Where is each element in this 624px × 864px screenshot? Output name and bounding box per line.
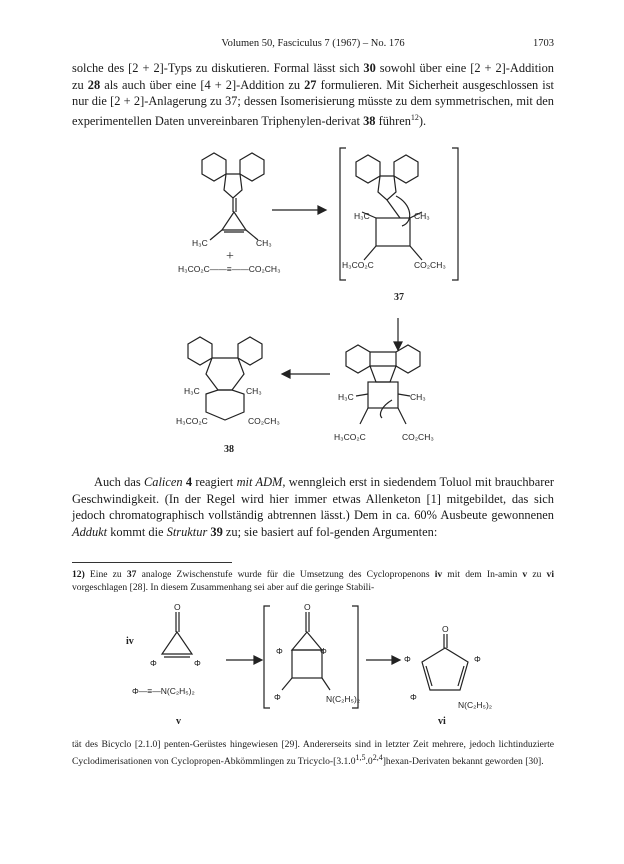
label-vi: vi: [438, 716, 446, 727]
svg-text:N(C₂H₅)₂: N(C₂H₅)₂: [326, 694, 361, 704]
svg-text:CH₃: CH₃: [246, 386, 262, 396]
svg-text:Φ: Φ: [274, 692, 281, 702]
footnote-ref[interactable]: 12: [410, 112, 419, 122]
intermediate-right: [346, 345, 420, 424]
plus-sign: +: [226, 249, 234, 264]
svg-text:Φ: Φ: [150, 658, 157, 668]
footnote-continuation: tät des Bicyclo [2.1.0] penten-Gerüstes hingewiesen [29]. Andererseits sind in letzter Zeit mehrere, jedoch lichtinduzierte Cyclodimerisationen von Cyclopropen-Abkömmlingen zu Tricyclo-[3.1.0$^{1,5}$.0$^{2,4}$]hexan-Derivaten bekannt geworden [30].: [72, 739, 554, 768]
svg-text:Φ: Φ: [410, 692, 417, 702]
fluorene-left: [202, 153, 264, 240]
ch3-label: CH₃: [256, 238, 272, 248]
h3c-label: H₃C: [192, 238, 208, 248]
svg-text:O: O: [304, 602, 311, 612]
compound-37-label: 37: [394, 292, 404, 303]
footnote-12: 12) Eine zu 37 analoge Zwischenstufe wurde für die Umsetzung des Cyclopropenons iv mit dem In-amin v zu vi vorgeschlagen [28]. In diesem Zusammenhang sei aber auf die geringe Stabili-: [72, 569, 554, 593]
compound-38-label: 38: [224, 444, 234, 455]
svg-text:H₃C: H₃C: [184, 386, 200, 396]
adm-label: H₃CO₂C——≡——CO₂CH₃: [178, 264, 281, 274]
journal-info: Volumen 50, Fasciculus 7 (1967) – No. 176: [221, 38, 405, 49]
svg-text:CO₂CH₃: CO₂CH₃: [248, 416, 280, 426]
ynamine-v: Φ—≡—N(C₂H₅)₂: [132, 686, 195, 696]
svg-text:O: O: [442, 624, 449, 634]
svg-text:N(C₂H₅)₂: N(C₂H₅)₂: [458, 700, 493, 710]
footnote-rule: [72, 562, 232, 563]
triphenylene-38: [188, 337, 262, 420]
svg-text:Φ: Φ: [404, 654, 411, 664]
svg-text:CO₂CH₃: CO₂CH₃: [414, 260, 446, 270]
svg-text:H₃CO₂C: H₃CO₂C: [342, 260, 374, 270]
svg-text:H₃C: H₃C: [338, 392, 354, 402]
paragraph-2: Auch das Calicen 4 reagiert mit ADM, wenngleich erst in siedendem Toluol mit brauchbarer Geschwindigkeit. (In der Regel wird hier immer etwas Allenketon [1] mitgebildet, das sich jedoch chromatographisch vollständig abtrennen lässt.) Dem in ca. 60% Ausbeute gewonnenen Addukt kommt die Struktur 39 zu; sie basiert auf fol-genden Argumenten:: [72, 475, 554, 539]
svg-text:H₃C: H₃C: [354, 211, 370, 221]
svg-text:Φ: Φ: [194, 658, 201, 668]
svg-text:Φ: Φ: [320, 646, 327, 656]
svg-text:CO₂CH₃: CO₂CH₃: [402, 432, 434, 442]
svg-text:H₃CO₂C: H₃CO₂C: [334, 432, 366, 442]
label-v: v: [176, 716, 181, 727]
paragraph-1: solche des [2 + 2]-Typs zu diskutieren. Formal lässt sich 30 sowohl über eine [2 + 2]-Addition zu 28 als auch über eine [4 + 2]-Addition zu 27 formulieren. Mit Sicherheit ausgeschlossen ist nur die [2 + 2]-Anlagerung zu 37; dessen Isomerisierung müsste zu dem symmetrischen, mit den experimentellen Daten unvereinbaren Triphenylen-derivat 38 führen$^{12}$).: [72, 61, 554, 128]
svg-text:O: O: [174, 602, 181, 612]
svg-text:CH₃: CH₃: [410, 392, 426, 402]
svg-text:Φ: Φ: [474, 654, 481, 664]
svg-text:CH₃: CH₃: [414, 211, 430, 221]
svg-text:H₃CO₂C: H₃CO₂C: [176, 416, 208, 426]
svg-text:Φ: Φ: [276, 646, 283, 656]
label-iv: iv: [126, 636, 134, 647]
page-number: 1703: [533, 38, 554, 49]
